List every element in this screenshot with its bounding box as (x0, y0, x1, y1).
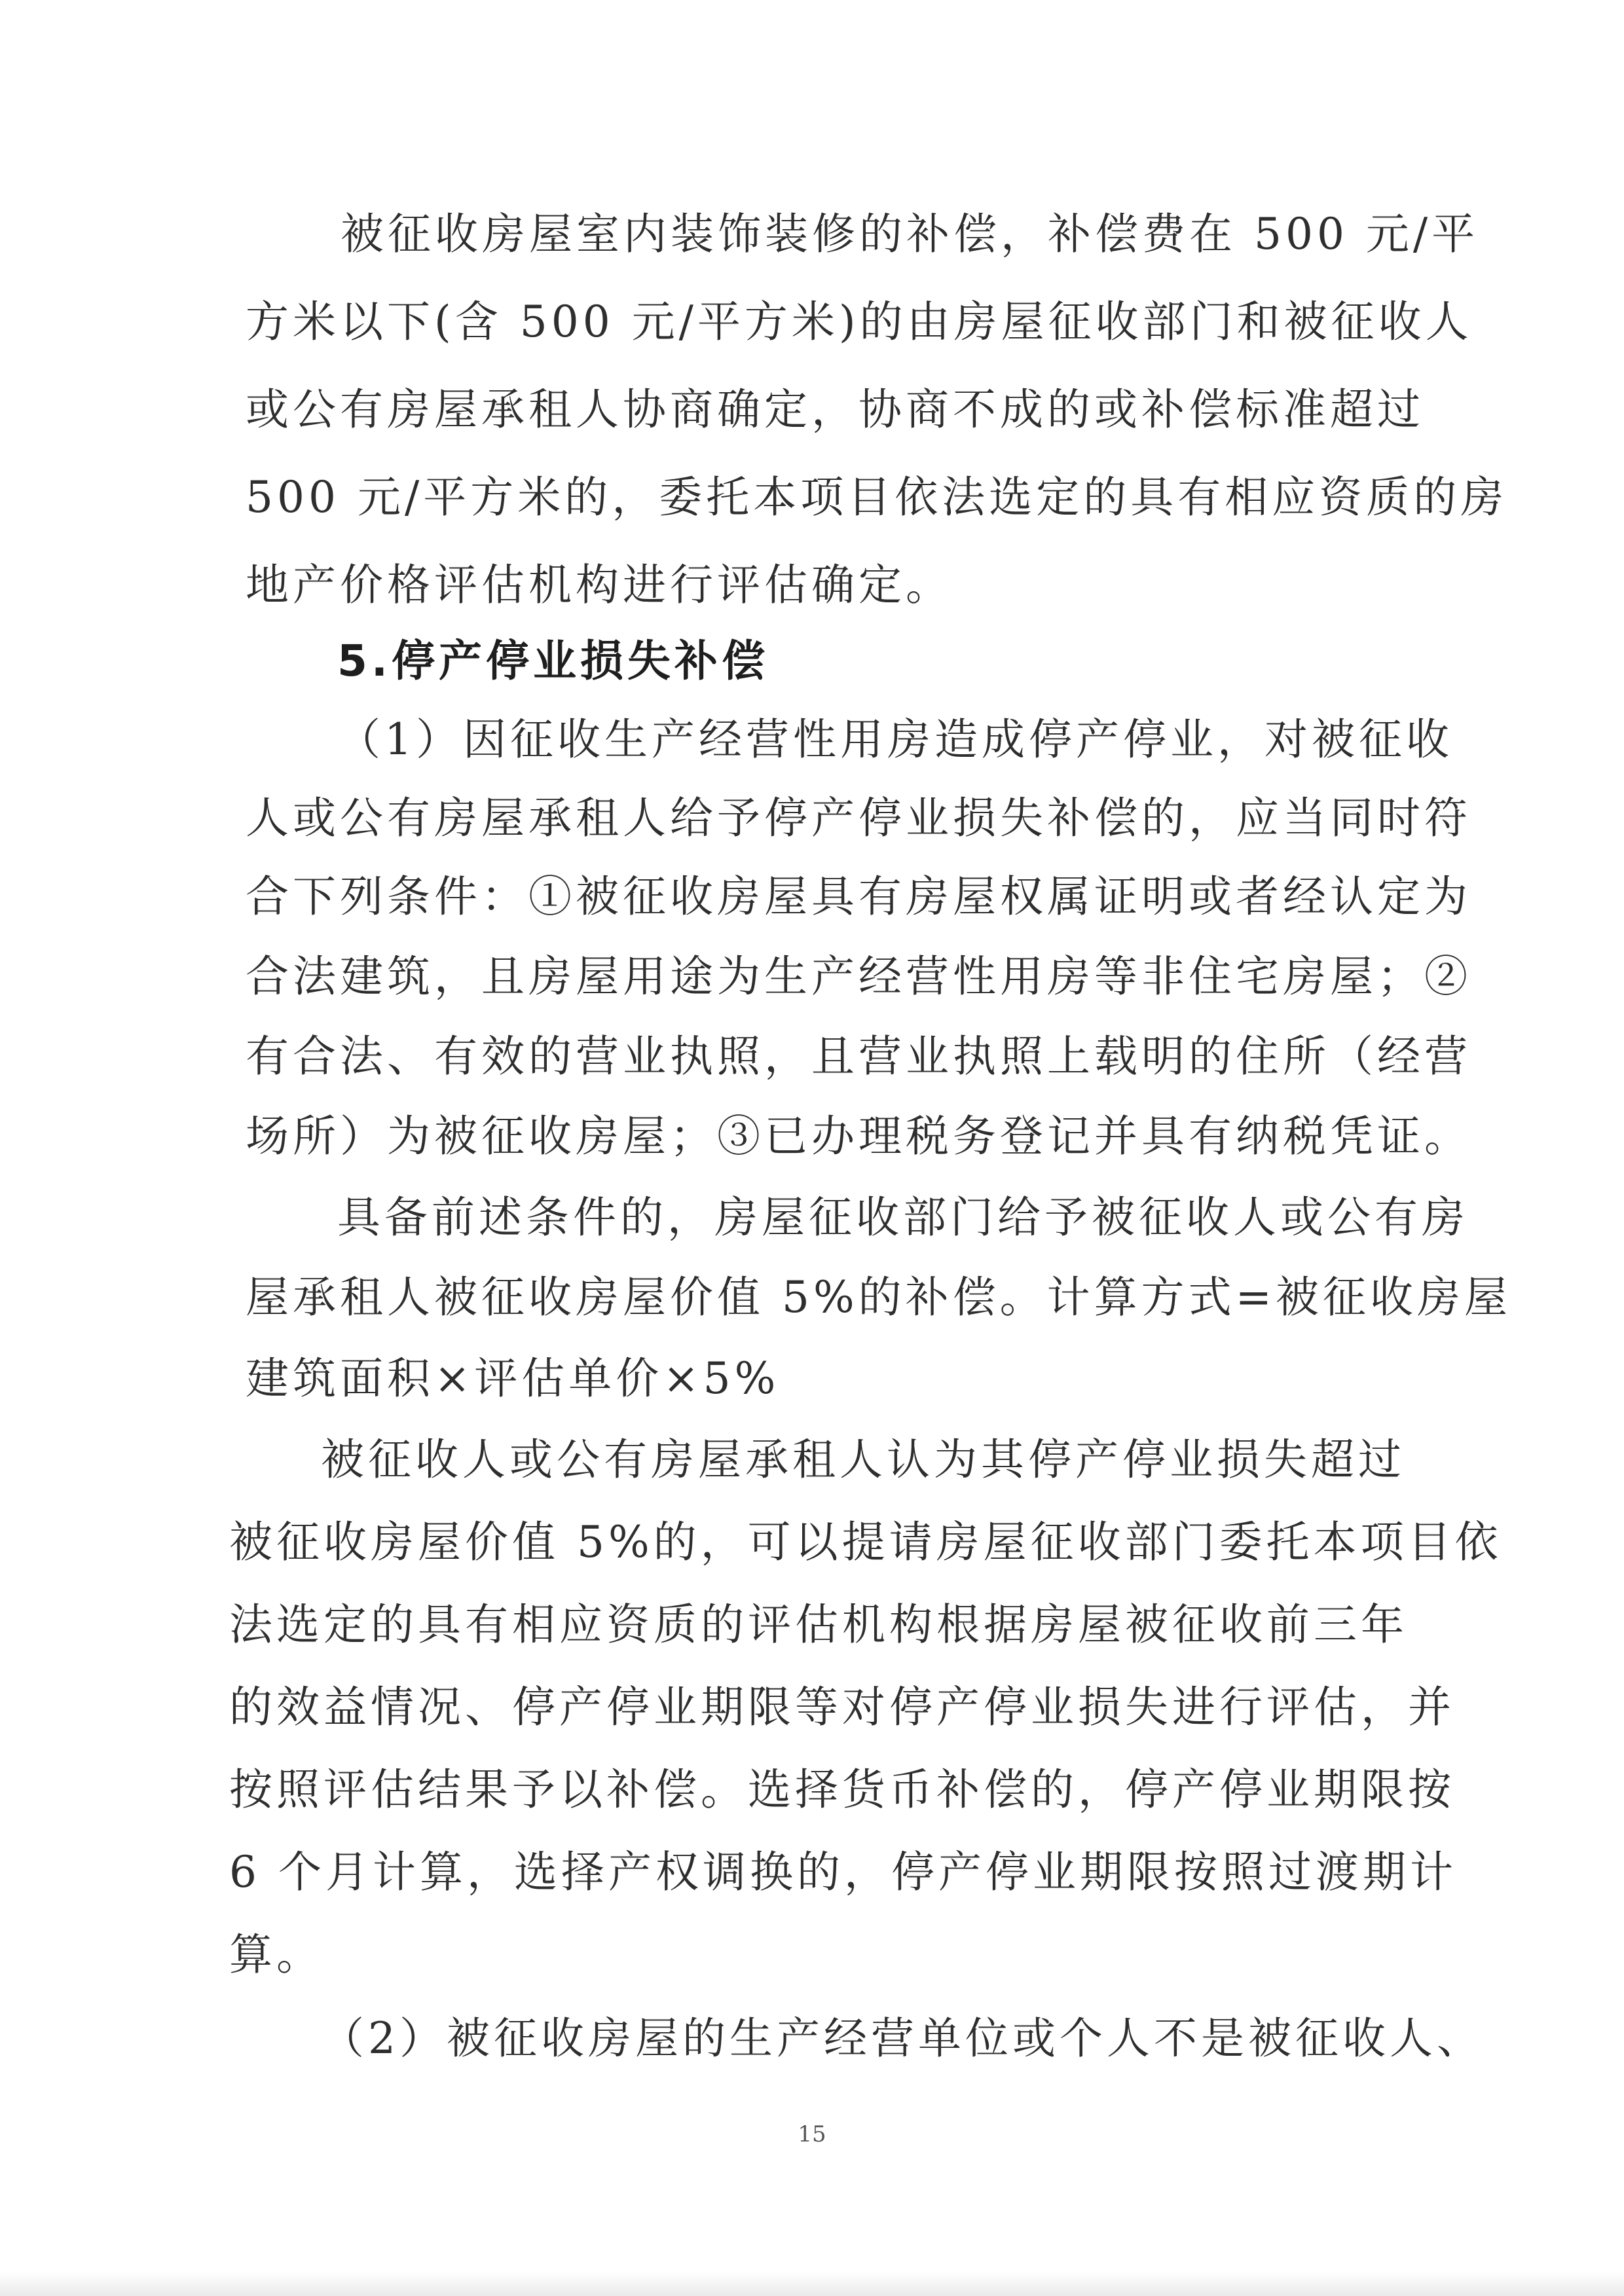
paragraph-line: （1）因征收生产经营性用房造成停产停业，对被征收 (337, 714, 1453, 765)
paragraph-line: 合法建筑，且房屋用途为生产经营性用房等非住宅房屋；② (246, 951, 1471, 1002)
paragraph-line: 具备前述条件的，房屋征收部门给予被征收人或公有房 (337, 1192, 1469, 1243)
paragraph-line: 合下列条件：①被征收房屋具有房屋权属证明或者经认定为 (246, 871, 1471, 922)
section-heading: 5.停产停业损失补偿 (337, 636, 769, 686)
paragraph-line: 方米以下(含 500 元/平方米)的由房屋征收部门和被征收人 (246, 297, 1473, 347)
paragraph-line: 算。 (229, 1929, 323, 1980)
paragraph-line: （2）被征收房屋的生产经营单位或个人不是被征收人、 (321, 2013, 1484, 2064)
paragraph-line: 被征收房屋室内装饰装修的补偿，补偿费在 500 元/平 (341, 209, 1479, 259)
page-number: 15 (798, 2121, 826, 2147)
paragraph-line: 有合法、有效的营业执照，且营业执照上载明的住所（经营 (246, 1031, 1471, 1082)
paragraph-line: 屋承租人被征收房屋价值 5%的补偿。计算方式=被征收房屋 (246, 1272, 1511, 1322)
paragraph-line: 被征收房屋价值 5%的，可以提请房屋征收部门委托本项目依 (229, 1517, 1502, 1567)
paragraph-line: 建筑面积×评估单价×5% (246, 1353, 780, 1404)
paragraph-line: 500 元/平方米的，委托本项目依法选定的具有相应资质的房 (246, 472, 1508, 522)
paragraph-line: 或公有房屋承租人协商确定，协商不成的或补偿标准超过 (246, 384, 1424, 435)
scan-edge (0, 2272, 1624, 2296)
paragraph-line: 法选定的具有相应资质的评估机构根据房屋被征收前三年 (229, 1599, 1408, 1650)
paragraph-line: 被征收人或公有房屋承租人认为其停产停业损失超过 (321, 1434, 1405, 1485)
paragraph-line: 6 个月计算，选择产权调换的，停产停业期限按照过渡期计 (229, 1847, 1457, 1897)
paragraph-line: 地产价格评估机构进行评估确定。 (246, 560, 953, 610)
paragraph-line: 按照评估结果予以补偿。选择货币补偿的，停产停业期限按 (229, 1764, 1455, 1815)
paragraph-line: 的效益情况、停产停业期限等对停产停业损失进行评估，并 (229, 1682, 1455, 1732)
paragraph-line: 人或公有房屋承租人给予停产停业损失补偿的，应当同时符 (246, 793, 1471, 843)
paragraph-line: 场所）为被征收房屋；③已办理税务登记并具有纳税凭证。 (246, 1111, 1471, 1161)
